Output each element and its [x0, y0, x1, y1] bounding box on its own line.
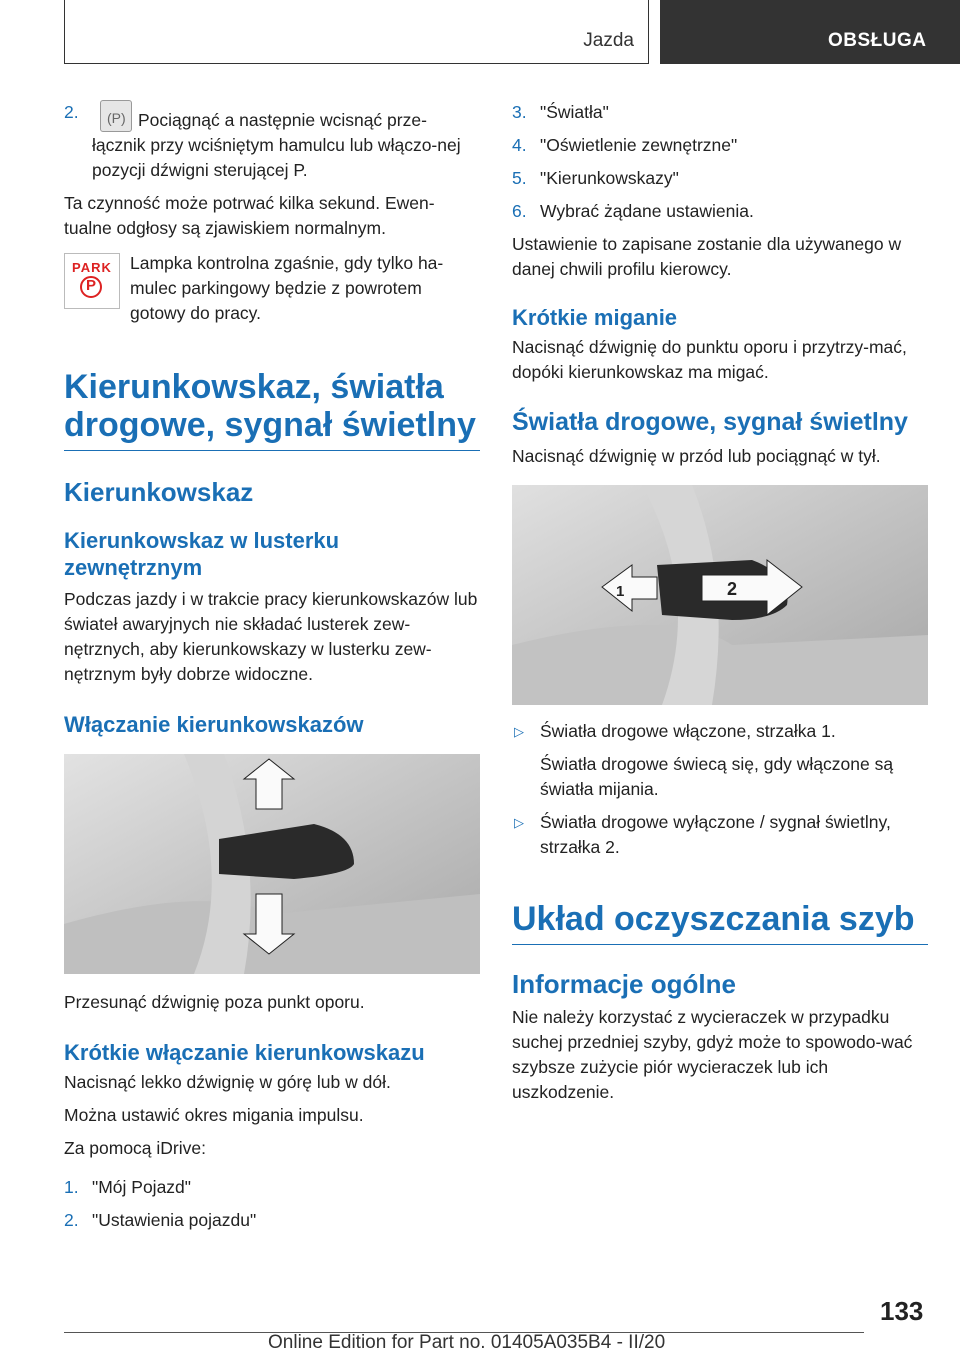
step-item [512, 166, 928, 191]
step-text: Pociągnąć a następnie wcisnąć prze- [138, 110, 427, 130]
step-text: "Światła" [540, 102, 609, 122]
subsection-heading: Informacje ogólne [512, 969, 736, 999]
high-beam-stalk-photo [512, 485, 928, 705]
topic-heading: Krótkie miganie [512, 305, 678, 330]
bullet-item [512, 810, 928, 860]
step-item [512, 100, 928, 125]
paragraph: Ustawienie to zapisane zostanie dla używanego w danej chwili profilu kierowcy. [512, 234, 902, 279]
section-heading: Kierunkowskaz, światła drogowe, sygnał świetlny [64, 368, 476, 444]
note-block [64, 251, 480, 326]
subsection-heading: Kierunkowskaz [64, 477, 254, 507]
note-text: Lampka kontrolna zgaśnie, gdy tylko ha-mulec parkingowy będzie z powrotem gotowy do pracy. [130, 253, 444, 323]
step-item [64, 1208, 480, 1233]
step-item [512, 133, 928, 158]
paragraph: Podczas jazdy i w trakcie pracy kierunkowskazów lub świateł awaryjnych nie składać lusterek zew-nętrznych, aby kierunkowskazy w lusterku zew-nętrznym były dobrze widoczne. [64, 589, 478, 684]
step-text: "Ustawienia pojazdu" [92, 1210, 257, 1230]
chapter-title: Jazda [583, 30, 634, 51]
paragraph: Nie należy korzystać z wycieraczek w przypadku suchej przedniej szyby, gdyż może to spowodo-wać szybsze zużycie piór wycieraczek lub ich uszkodzenie. [512, 1007, 913, 1102]
step-number: 1. [64, 1177, 79, 1197]
left-column [64, 100, 480, 1241]
paragraph: Nacisnąć dźwignię do punktu oporu i przytrzy-mać, dopóki kierunkowskaz ma migać. [512, 337, 907, 382]
triangle-bullet-icon: ▷ [514, 815, 524, 830]
section-label: OBSŁUGA [828, 30, 927, 51]
header-box [64, 0, 649, 64]
step-item [512, 199, 928, 224]
turn-signal-stalk-photo [64, 754, 480, 974]
section-tab[interactable] [660, 0, 960, 64]
paragraph: Ta czynność może potrwać kilka sekund. Ewen-tualne odgłosy są zjawiskiem normalnym. [64, 193, 435, 238]
bullet-item [512, 719, 928, 744]
step-text: "Oświetlenie zewnętrzne" [540, 135, 738, 155]
topic-heading: Włączanie kierunkowskazów [64, 712, 364, 737]
paragraph: Za pomocą iDrive: [64, 1138, 206, 1158]
page-number: 133 [880, 1296, 924, 1326]
step-text-cont: łącznik przy wciśniętym hamulcu lub włączo-nej pozycji dźwigni sterującej P. [92, 135, 461, 180]
paragraph: Można ustawić okres migania impulsu. [64, 1105, 364, 1125]
parking-brake-icon: (P) [100, 100, 132, 132]
step-text: Wybrać żądane ustawienia. [540, 201, 754, 221]
heading-rule [64, 368, 480, 451]
step-text: "Mój Pojazd" [92, 1177, 191, 1197]
topic-heading: Krótkie włączanie kierunkowskazu [64, 1040, 425, 1065]
heading-rule [512, 900, 928, 945]
step-number: 3. [512, 102, 527, 122]
step-item [64, 1175, 480, 1200]
paragraph: Nacisnąć lekko dźwignię w górę lub w dół. [64, 1072, 391, 1092]
bullet-subtext: Światła drogowe świecą się, gdy włączone są światła mijania. [540, 754, 894, 799]
triangle-bullet-icon: ▷ [514, 724, 524, 739]
step-number: 2. [64, 1210, 79, 1230]
section-heading: Układ oczyszczania szyb [512, 900, 915, 938]
topic-heading: Kierunkowskaz w lusterku zewnętrznym [64, 528, 340, 580]
right-column [512, 100, 928, 1105]
paragraph: Przesunąć dźwignię poza punkt oporu. [64, 992, 365, 1012]
paragraph: Nacisnąć dźwignię w przód lub pociągnąć w tył. [512, 446, 881, 466]
bullet-text: Światła drogowe wyłączone / sygnał świetlny, strzałka 2. [540, 812, 891, 857]
topic-heading: Światła drogowe, sygnał świetlny [512, 408, 908, 436]
step-number: 5. [512, 168, 527, 188]
park-warning-icon: PARK P [64, 253, 120, 309]
step-item [64, 100, 480, 183]
step-number: 4. [512, 135, 527, 155]
svg-text:1: 1 [616, 583, 625, 600]
step-number: 2. [64, 102, 79, 122]
step-text: "Kierunkowskazy" [540, 168, 679, 188]
step-number: 6. [512, 201, 527, 221]
edition-footer: Online Edition for Part no. 01405A035B4 - II/20 [268, 1332, 666, 1353]
svg-text:2: 2 [727, 579, 738, 599]
bullet-text: Światła drogowe włączone, strzałka 1. [540, 721, 836, 741]
